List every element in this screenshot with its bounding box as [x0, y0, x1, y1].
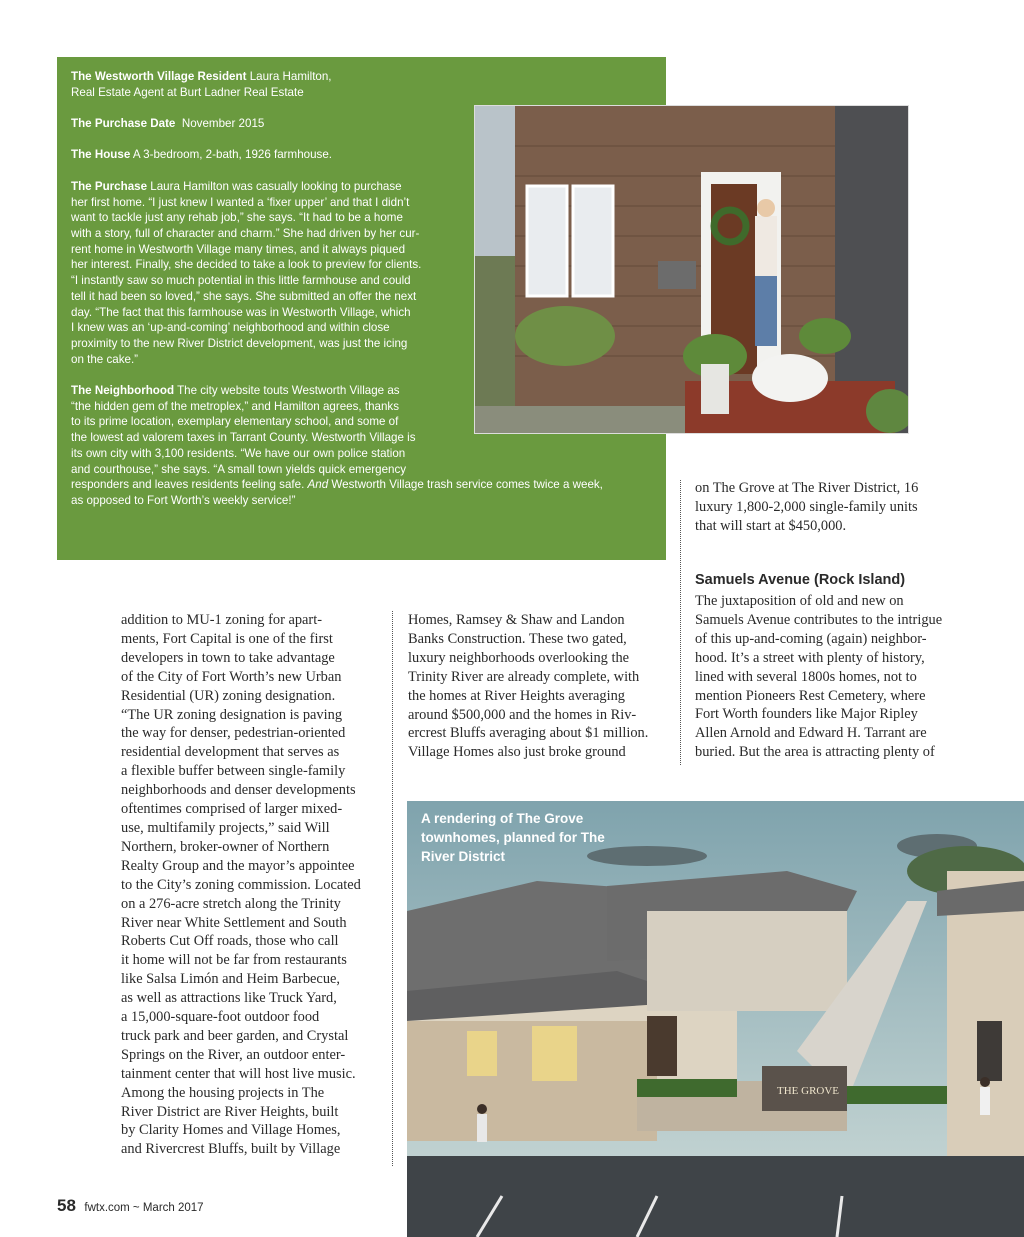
neighborhood-line: responders and leaves residents feeling safe.: [71, 478, 305, 492]
body-column-3: [695, 592, 957, 762]
grove-sign-text: THE GROVE: [777, 1085, 840, 1097]
purchase-line: with a story, full of character and charm.” She had driven by her cur-: [71, 226, 420, 240]
farmhouse-photo: [474, 105, 909, 434]
body-line: on a 276-acre stretch along the Trinity: [121, 895, 341, 912]
body-line: luxury neighborhoods overlooking the: [408, 649, 630, 666]
purchase-line: her first home. “I just knew I wanted a ‘fixer upper’ and that I didn’t: [71, 195, 410, 209]
body-line: buried. But the area is attracting plenty of: [695, 744, 935, 761]
resident-label: The Westworth Village Resident: [71, 70, 247, 83]
body-line: Allen Arnold and Edward H. Tarrant are: [695, 725, 927, 742]
body-line: “The UR zoning designation is paving: [121, 706, 343, 723]
body-line: lined with several 1800s homes, not to: [695, 668, 917, 685]
body-line: Banks Construction. These two gated,: [408, 630, 627, 647]
body-line: tainment center that will host live music.: [121, 1065, 356, 1082]
body-line: around $500,000 and the homes in Riv-: [408, 706, 637, 723]
body-line: Roberts Cut Off roads, those who call: [121, 933, 339, 950]
purchase-block: [71, 179, 459, 367]
body-line: Realty Group and the mayor’s appointee: [121, 857, 355, 874]
body-line: by Clarity Homes and Village Homes,: [121, 1122, 341, 1139]
section-subhead: Samuels Avenue (Rock Island): [695, 572, 906, 588]
body-line: The juxtaposition of old and new on: [695, 593, 904, 609]
body-line: Village Homes also just broke ground: [408, 744, 626, 761]
house-value: A 3-bedroom, 2-bath, 1926 farmhouse.: [132, 148, 333, 162]
body-line: truck park and beer garden, and Crystal: [121, 1027, 349, 1044]
purchase-line: on the cake.”: [71, 352, 139, 366]
purchase-line: rent home in Westworth Village many times, and it always piqued: [71, 242, 406, 256]
body-line: Homes, Ramsey & Shaw and Landon: [408, 612, 625, 628]
caption-line: A rendering of The Grove: [421, 811, 584, 826]
resident-value-1: Laura Hamilton,: [249, 70, 332, 83]
purchase-line: want to tackle just any rehab job,” she says. “It had to be a home: [71, 211, 403, 225]
body-column-3-top: [695, 479, 957, 536]
page-number: 58: [57, 1196, 76, 1215]
purchase-label: The Purchase: [71, 179, 148, 193]
body-line: it home will not be far from restaurants: [121, 952, 347, 969]
neighborhood-line: Westworth Village trash service comes twice a week,: [331, 478, 603, 492]
purchase-line: day. “The fact that this farmhouse was in Westworth Village, which: [71, 305, 411, 319]
purchase-line: proximity to the new River District development, was just the icing: [71, 336, 408, 350]
body-line: of this up-and-coming (again) neighbor-: [695, 630, 927, 647]
column-divider: [392, 611, 393, 1166]
body-line: that will start at $450,000.: [695, 517, 847, 534]
body-line: a flexible buffer between single-family: [121, 763, 346, 780]
neighborhood-line: as opposed to Fort Worth’s weekly service!”: [71, 493, 296, 507]
body-line: ercrest Bluffs averaging about $1 million.: [408, 725, 649, 742]
body-line: like Salsa Limón and Heim Barbecue,: [121, 971, 340, 988]
body-line: Samuels Avenue contributes to the intrigue: [695, 611, 943, 628]
resident-block: [71, 69, 652, 100]
column-divider: [680, 480, 681, 765]
body-line: developers in town to take advantage: [121, 649, 335, 666]
neighborhood-line: the lowest ad valorem taxes in Tarrant County. Westworth Village is: [71, 431, 416, 445]
body-line: oftentimes comprised of larger mixed-: [121, 801, 343, 818]
body-line: mention Pioneers Rest Cemetery, where: [695, 687, 926, 704]
neighborhood-line: to its prime location, exemplary elementary school, and some of: [71, 415, 399, 429]
purchase-date-value: November 2015: [181, 117, 265, 131]
purchase-line: tell it had been so loved,” she says. She submitted an offer the next: [71, 289, 417, 303]
body-line: as well as attractions like Truck Yard,: [121, 990, 337, 1007]
body-line: hood. It’s a street with plenty of history,: [695, 649, 925, 666]
body-line: ments, Fort Capital is one of the first: [121, 630, 333, 647]
body-line: on The Grove at The River District, 16: [695, 480, 919, 496]
body-line: Springs on the River, an outdoor enter-: [121, 1046, 346, 1063]
body-line: the way for denser, pedestrian-oriented: [121, 725, 346, 742]
body-line: Residential (UR) zoning designation.: [121, 687, 336, 704]
body-line: and Rivercrest Bluffs, built by Village: [121, 1141, 341, 1158]
body-line: a 15,000-square-foot outdoor food: [121, 1009, 320, 1026]
neighborhood-line: and courthouse,” she says. “A small town yields quick emergency: [71, 462, 407, 476]
body-column-2: [408, 611, 670, 762]
body-line: Among the housing projects in The: [121, 1084, 325, 1101]
body-line: the homes at River Heights averaging: [408, 687, 625, 704]
purchase-line: her interest. Finally, she decided to take a look to preview for clients.: [71, 258, 422, 272]
resident-value-2: Real Estate Agent at Burt Ladner Real Estate: [71, 85, 304, 99]
neighborhood-label: The Neighborhood: [71, 384, 175, 397]
body-line: River near White Settlement and South: [121, 914, 347, 931]
purchase-line: Laura Hamilton was casually looking to purchase: [150, 179, 402, 193]
body-line: Fort Worth founders like Major Ripley: [695, 706, 918, 723]
caption-line: River District: [421, 849, 506, 864]
neighborhood-line: The city website touts Westworth Village as: [177, 384, 400, 397]
house-label: The House: [71, 148, 131, 162]
page-footer: [57, 1196, 204, 1216]
caption-line: townhomes, planned for The: [421, 830, 605, 845]
neighborhood-line: its own city with 3,100 residents. “We have our own police station: [71, 446, 406, 460]
body-line: of the City of Fort Worth’s new Urban: [121, 668, 342, 685]
body-line: use, multifamily projects,” said Will: [121, 819, 330, 836]
neighborhood-emphasis: And: [307, 478, 329, 492]
body-line: addition to MU-1 zoning for apart-: [121, 612, 323, 628]
body-line: luxury 1,800-2,000 single-family units: [695, 498, 918, 515]
neighborhood-line: “the hidden gem of the metroplex,” and Hamilton agrees, thanks: [71, 399, 400, 413]
body-line: Northern, broker-owner of Northern: [121, 838, 330, 855]
body-line: residential development that serves as: [121, 744, 340, 761]
body-line: to the City’s zoning commission. Located: [121, 876, 361, 893]
grove-rendering-illustration: [407, 801, 1024, 1237]
body-line: River District are River Heights, built: [121, 1103, 339, 1120]
rendering-caption: [421, 809, 631, 866]
body-line: Trinity River are already complete, with: [408, 668, 640, 685]
purchase-date-label: The Purchase Date: [71, 117, 176, 131]
body-line: neighborhoods and denser developments: [121, 782, 356, 799]
footer-source: fwtx.com ~ March 2017: [84, 1202, 204, 1214]
purchase-line: I knew was an ‘up-and-coming’ neighborhood and within close: [71, 321, 390, 335]
grove-rendering: [407, 801, 1024, 1237]
body-column-1: [121, 611, 383, 1159]
purchase-line: “I instantly saw so much potential in this little farmhouse and could: [71, 274, 411, 288]
farmhouse-illustration: [475, 106, 908, 433]
